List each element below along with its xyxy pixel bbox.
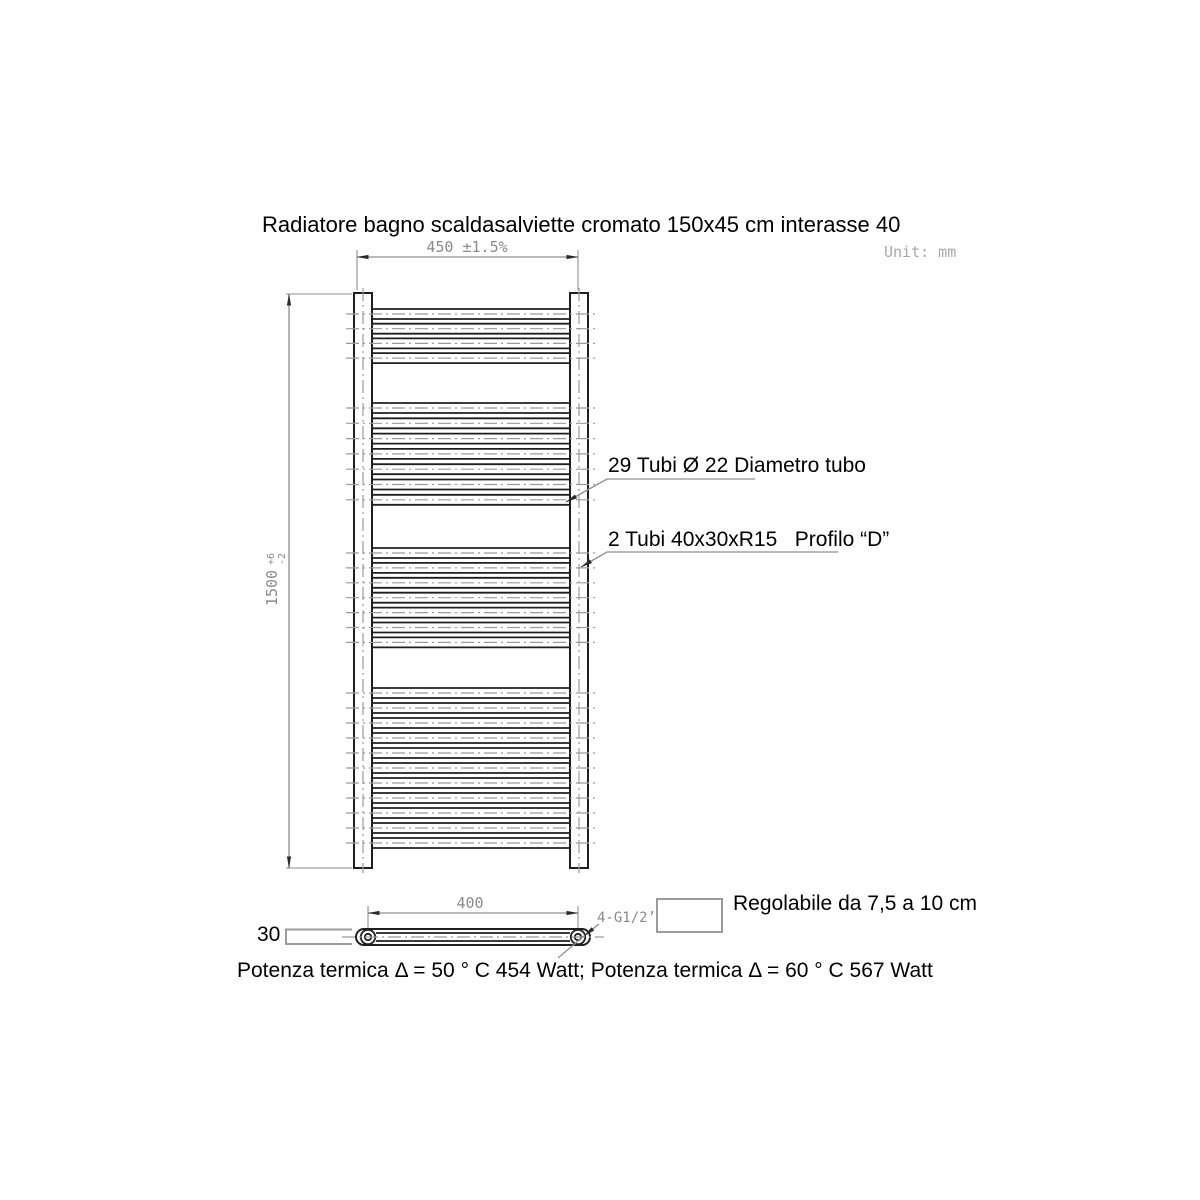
wall-distance-label: 30 — [257, 923, 281, 946]
thermal-power-note: Potenza termica Δ = 50 ° C 454 Watt; Potenza termica Δ = 60 ° C 567 Watt — [237, 959, 933, 982]
dim-height — [263, 294, 352, 868]
horizontal-tubes-group — [372, 309, 570, 848]
annotation-vertical-tubes: 2 Tubi 40x30xR15 Profilo “D” — [608, 528, 890, 551]
adjustable-bracket — [657, 899, 722, 932]
front-view — [346, 288, 596, 873]
leader-horizontal-tubes — [566, 479, 755, 502]
dim-height-label: 1500 — [263, 569, 281, 607]
dim-width — [357, 238, 578, 290]
unit-label: Unit: mm — [884, 243, 957, 261]
dim-width-label: 450 ±1.5% — [426, 238, 508, 256]
annotation-adjustable: Regolabile da 7,5 a 10 cm — [733, 892, 977, 915]
bottom-view — [286, 894, 722, 958]
connection-label: 4-G1/2’ — [597, 910, 657, 926]
annotation-horizontal-tubes: 29 Tubi Ø 22 Diametro tubo — [608, 454, 866, 477]
dim-interaxis-label: 400 — [456, 894, 484, 912]
dim-height-tol-plus: +6 — [266, 552, 277, 565]
leader-profile — [581, 552, 838, 567]
page-title: Radiatore bagno scaldasalviette cromato 150x45 cm interasse 40 — [262, 212, 901, 237]
dim-height-tol-minus: -2 — [277, 552, 288, 565]
dim-interaxis — [368, 894, 578, 928]
